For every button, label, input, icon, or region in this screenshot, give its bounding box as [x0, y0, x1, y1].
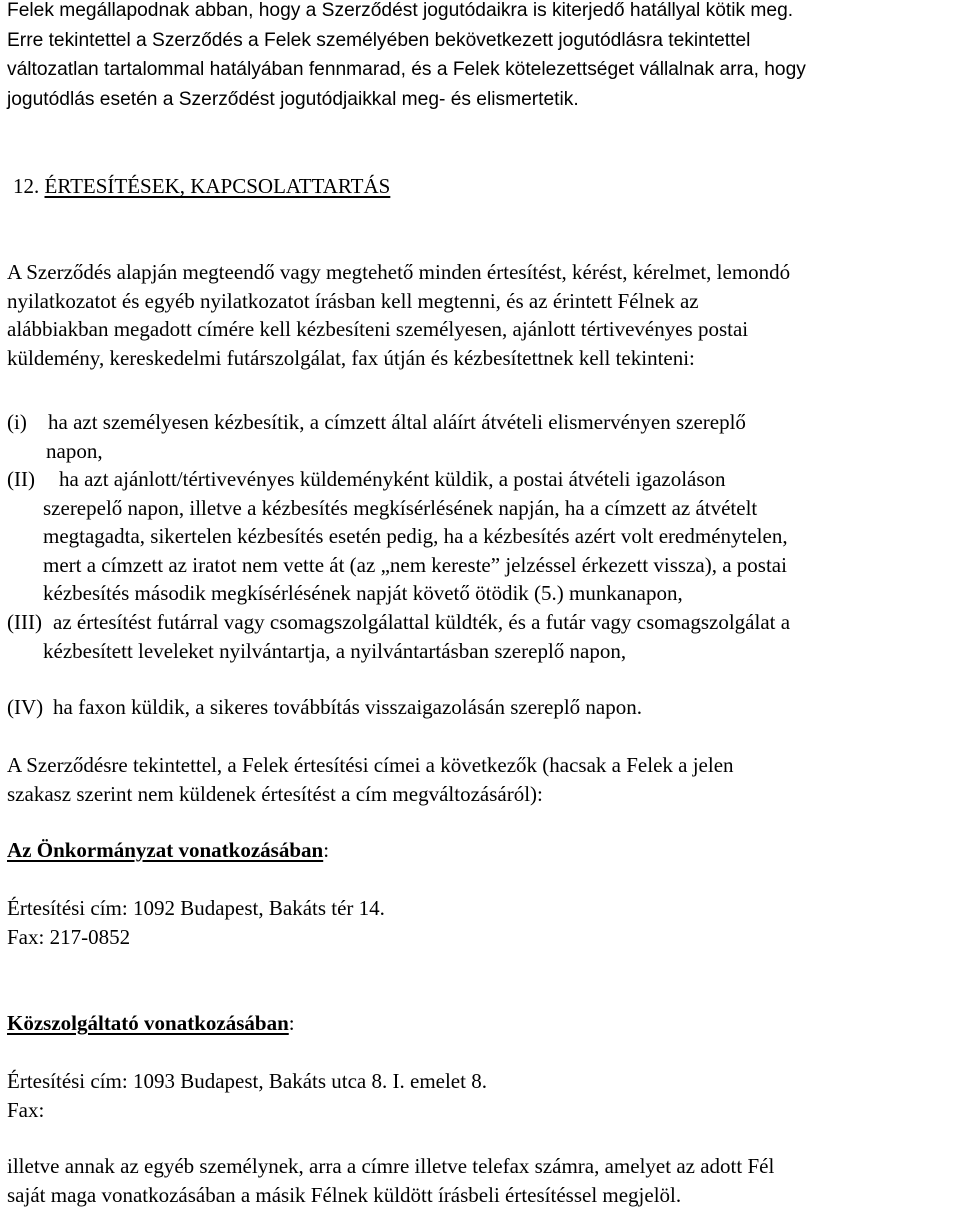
addresses-intro-paragraph	[7, 751, 957, 808]
list-item-text: ha azt ajánlott/tértivevényes küldeményként küldik, a postai átvételi igazoláson	[59, 467, 726, 491]
intro-line: változatlan tartalommal hatályában fennmarad, és a Felek kötelezettséget vállalnak arra, hogy	[7, 59, 806, 80]
section-number: 12.	[13, 174, 40, 198]
list-item-label: (II)	[7, 467, 35, 491]
list-item-label: (i)	[7, 410, 27, 434]
list-item-text: napon,	[46, 438, 103, 463]
party-fax: Fax: 217-0852	[7, 924, 131, 949]
intro-line: jogutódlás esetén a Szerződést jogutódjaikkal meg- és elismertetik.	[7, 88, 579, 110]
intro-line: Erre tekintettel a Szerződés a Felek személyében bekövetkezett jogutódlásra tekintettel	[7, 29, 751, 51]
party-address: Értesítési cím: 1093 Budapest, Bakáts utca 8. I. emelet 8.	[7, 1069, 487, 1093]
list-item-text: mert a címzett az iratot nem vette át (az „nem kereste” jelzéssel érkezett vissza), a postai	[43, 552, 787, 577]
party-fax: Fax:	[7, 1097, 45, 1122]
party-heading-provider: Közszolgáltató vonatkozásában:	[7, 1011, 295, 1035]
paragraph-line: alábbiakban megadott címére kell kézbesíteni személyesen, ajánlott tértivevényes postai	[7, 317, 749, 341]
paragraph-line: szakasz szerint nem küldenek értesítést a cím megváltozásáról):	[7, 781, 543, 806]
list-item-ii	[7, 465, 957, 608]
party-heading: Közszolgáltató vonatkozásában	[7, 1011, 289, 1035]
list-item-label: (IV)	[7, 695, 44, 719]
paragraph-line: nyilatkozatot és egyéb nyilatkozatot írásban kell megtenni, és az érintett Félnek az	[7, 288, 699, 313]
list-item-iii	[7, 608, 957, 665]
paragraph-line: illetve annak az egyéb személynek, arra a címre illetve telefax számra, amelyet az adott Fél	[7, 1154, 775, 1178]
list-item-text: megtagadta, sikertelen kézbesítés esetén pedig, ha a kézbesítés azért volt eredménytelen,	[43, 524, 788, 548]
party-contact-municipality	[7, 894, 957, 951]
list-item-i	[7, 408, 957, 465]
party-heading: Az Önkormányzat vonatkozásában	[7, 838, 324, 862]
list-item-iv	[7, 693, 957, 722]
list-item-text: ha faxon küldik, a sikeres továbbítás visszaigazolásán szereplő napon.	[53, 695, 642, 719]
paragraph-line: A Szerződésre tekintettel, a Felek értesítési címei a következők (hacsak a Felek a jelen	[7, 753, 734, 777]
notice-paragraph	[7, 258, 957, 372]
section-title: ÉRTESÍTÉSEK, KAPCSOLATTARTÁS	[44, 174, 391, 198]
list-item-text: az értesítést futárral vagy csomagszolgálattal küldték, és a futár vagy csomagszolgálat a	[53, 610, 791, 634]
intro-paragraph	[7, 0, 957, 114]
paragraph-line: A Szerződés alapján megteendő vagy megtehető minden értesítést, kérést, kérelmet, lemondó	[7, 260, 791, 284]
intro-line: Felek megállapodnak abban, hogy a Szerződést jogutódaikra is kiterjedő hatállyal kötik meg.	[7, 0, 794, 21]
paragraph-line: saját maga vonatkozásában a másik Félnek küldött írásbeli értesítéssel megjelöl.	[7, 1182, 682, 1207]
list-item-label: (III)	[7, 610, 42, 634]
paragraph-line: küldemény, kereskedelmi futárszolgálat, fax útján és kézbesítettnek kell tekinteni:	[7, 345, 695, 370]
party-address: Értesítési cím: 1092 Budapest, Bakáts tér 14.	[7, 896, 385, 920]
party-contact-provider	[7, 1067, 957, 1124]
list-item-text: ha azt személyesen kézbesítik, a címzett által aláírt átvételi elismervényen szereplő	[48, 410, 746, 434]
list-item-text: kézbesített leveleket nyilvántartja, a nyilvántartásban szereplő napon,	[43, 638, 627, 663]
closing-paragraph	[7, 1152, 957, 1209]
list-item-text: kézbesítés második megkísérlésének napját követő ötödik (5.) munkanapon,	[43, 581, 683, 605]
party-heading-municipality: Az Önkormányzat vonatkozásában:	[7, 838, 330, 862]
list-item-text: szerepelő napon, illetve a kézbesítés megkísérlésének napján, ha a címzett az átvételt	[43, 495, 758, 520]
section-heading	[13, 172, 960, 201]
